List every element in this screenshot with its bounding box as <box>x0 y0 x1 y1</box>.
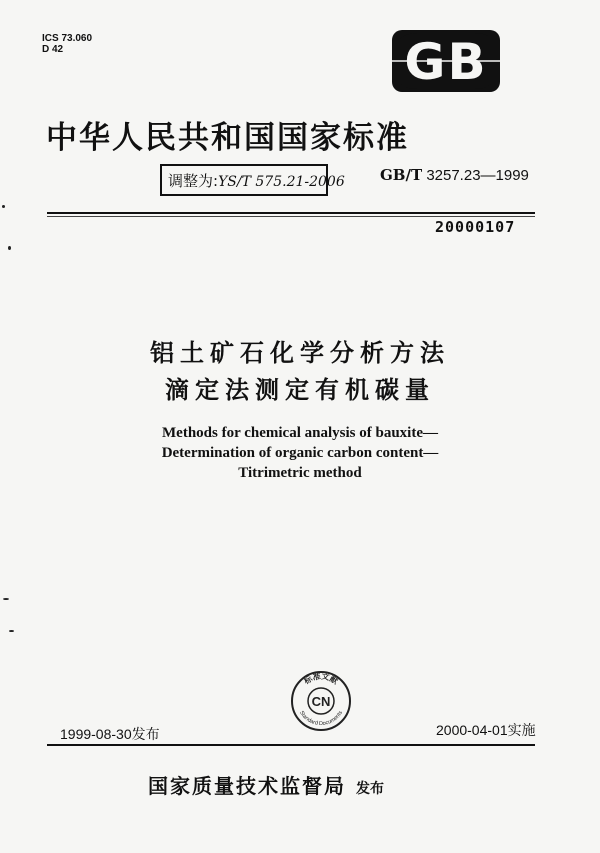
ics-code: ICS 73.060 <box>42 33 93 44</box>
date-divider <box>47 744 535 746</box>
scan-speck <box>9 630 14 632</box>
english-title-line1: Methods for chemical analysis of bauxite— <box>162 425 438 441</box>
standard-number <box>380 166 529 184</box>
chinese-title-line2: 滴定法测定有机碳量 <box>165 376 435 404</box>
scan-speck <box>8 246 11 250</box>
adjustment-label: 调整为: <box>168 172 219 190</box>
svg-text:标准文献 <box>301 671 340 687</box>
gb-logo <box>392 30 500 92</box>
standard-number-value: 3257.23—1999 <box>426 167 529 184</box>
scan-speck <box>3 598 9 600</box>
publisher <box>148 770 384 799</box>
seal-center-text: CN <box>311 694 331 709</box>
ccs-code: D 42 <box>42 44 64 55</box>
publisher-name: 国家质量技术监督局 <box>148 774 346 798</box>
document-code: 20000107 <box>435 218 516 236</box>
issue-date: 1999-08-30发布 <box>60 726 160 742</box>
english-title-line2: Determination of organic carbon content— <box>161 445 439 461</box>
adjustment-stamp <box>160 164 345 196</box>
english-title-line3: Titrimetric method <box>238 465 362 481</box>
gb-logo-text: GB <box>404 33 488 91</box>
implementation-date: 2000-04-01实施 <box>436 722 536 738</box>
publisher-verb: 发布 <box>356 781 384 797</box>
header-divider-thin <box>47 216 535 217</box>
adjustment-value: YS/T 575.21-2006 <box>218 174 345 190</box>
chinese-title-line1: 铝土矿石化学分析方法 <box>150 339 450 367</box>
seal-top-text: 标准文献 <box>302 671 340 686</box>
seal-bottom-text: Standard Documents <box>298 710 344 728</box>
national-standard-title: 中华人民共和国国家标准 <box>46 120 409 156</box>
classification-codes <box>42 33 92 55</box>
scan-speck <box>2 205 5 208</box>
standard-prefix: GB/T <box>380 166 423 184</box>
header-divider <box>47 212 535 214</box>
standard-documents-seal <box>290 670 352 732</box>
